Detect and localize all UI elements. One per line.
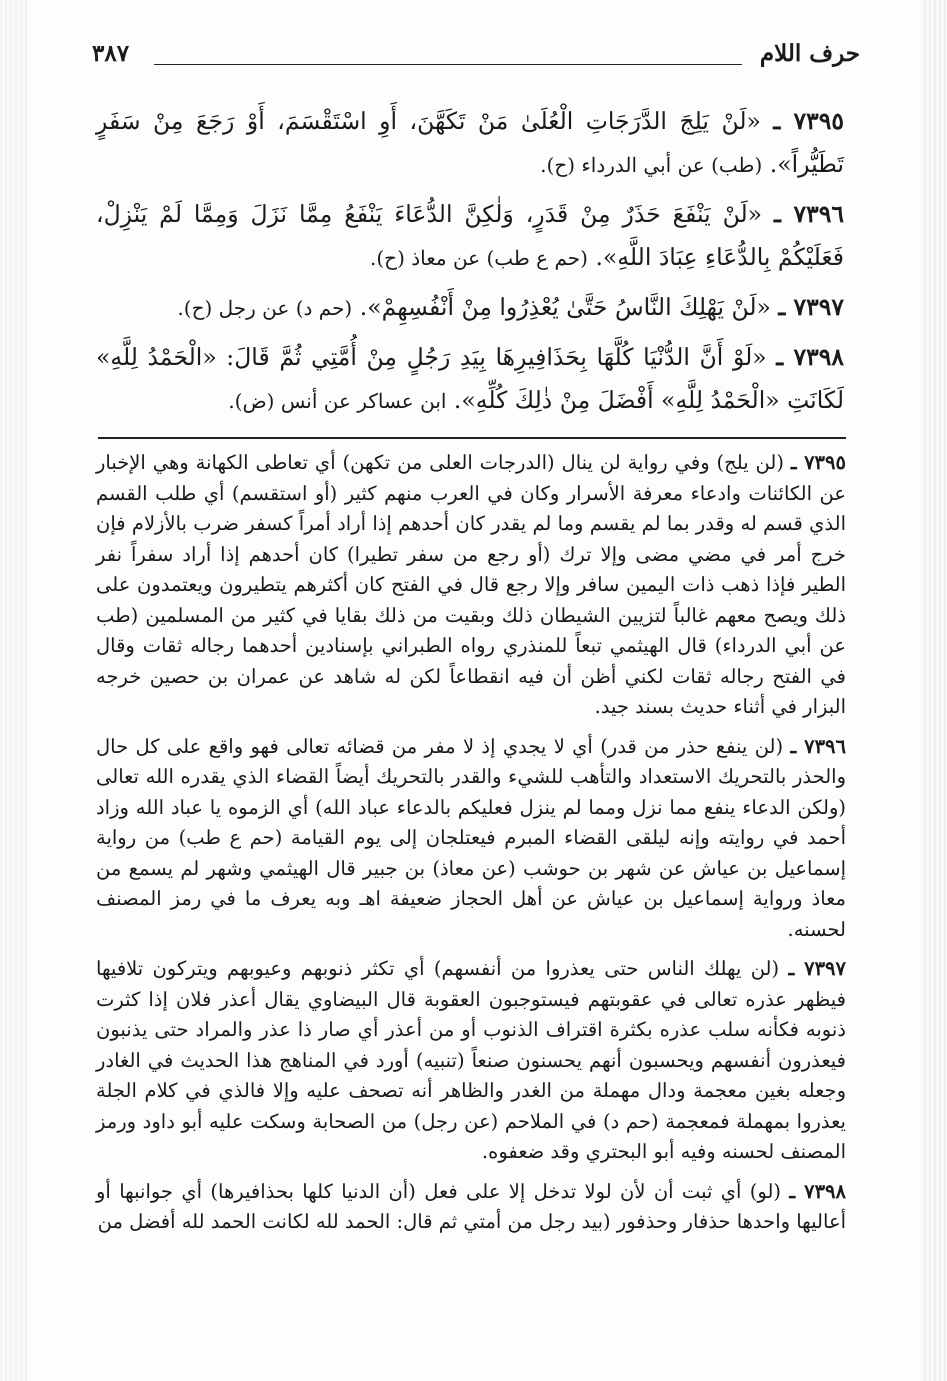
hadith-number: ٧٣٩٥ ـ	[773, 107, 844, 135]
page-number: ٣٨٧	[92, 40, 130, 67]
commentary-text: (لن يلج) وفي رواية لن ينال (الدرجات العلى من تكهن) أي تعاطى الكهانة وهي الإخبار عن الكائنات وادعاء معرفة الأسرار وكان في العرب منهم كثير (أو استقسم) أي طلب القسم الذي قسم له وقدر بما لم يقسم وما لم يقدر كان أحدهم إذا أراد أمراً كسفر ضرب بالأزلام فإن خرج أمر في مضي مضى وإلا ترك (أو رجع من سفر تطيرا) كان أحدهم إذا أراد سفراً نفر الطير فإذا ذهب ذات اليمين سافر وإلا رجع قال في الفتح كان أكثرهم يتطيرون ويعتمدون على ذلك ويصح معهم غالباً لتزيين الشيطان ذلك وبقيت من ذلك بقايا في كثير من المسلمين (طب عن أبي الدرداء) قال الهيثمي تبعاً للمنذري رواه الطبراني بإسنادين أحدهما رجاله ثقات وقال في الفتح رجاله ثقات لكني أظن أن فيه انقطاعاً لكن له شاهد عن عمران بن حصين خرجه البزار في أثناء حديث بسند جيد.	[96, 451, 846, 718]
hadith-number: ٧٣٩٦ ـ	[773, 200, 844, 228]
hadith-text: «لَنْ يَهْلِكَ النَّاسُ حَتَّىٰ يُعْذِرُوا مِنْ أَنْفُسِهِمْ».	[359, 293, 771, 321]
hadith-7395	[96, 100, 844, 187]
commentary-7395	[96, 448, 846, 723]
hadith-source: (حم د) عن رجل (ح).	[177, 296, 353, 320]
hadith-7398	[96, 336, 844, 423]
commentary-number: ٧٣٩٦ ـ	[790, 734, 846, 758]
commentary-list	[96, 448, 846, 1247]
section-divider	[98, 437, 846, 439]
commentary-number: ٧٣٩٧ ـ	[788, 957, 846, 980]
scan-edge-right	[921, 0, 947, 1381]
hadith-number: ٧٣٩٨ ـ	[776, 343, 844, 371]
commentary-number: ٧٣٩٥ ـ	[790, 451, 846, 474]
commentary-7398	[96, 1177, 846, 1238]
hadith-7397	[96, 286, 844, 330]
chapter-title: حرف اللام	[759, 40, 860, 67]
commentary-7397	[96, 954, 846, 1168]
commentary-text: (لن ينفع حذر من قدر) أي لا يجدي إذ لا مفر من قضائه تعالى فهو واقع على كل حال والحذر بالتحريك الاستعداد والتأهب للشيء والقدر بالتحريك أيضاً القضاء الذي يقدره الله تعالى (ولكن الدعاء ينفع مما نزل ومما لم ينزل فعليكم بالدعاء عباد الله) أي الزموه يا عباد الله وزاد أحمد في روايته وإنه ليلقى القضاء المبرم فيعتلجان إلى يوم القيامة (حم ع طب) من رواية إسماعيل بن عياش عن شهر بن حوشب (عن معاذ) بن جبير قال الهيثمي وشهر لم يسمع من معاذ ورواية إسماعيل بن عياش عن أهل الحجاز ضعيفة اهـ وبه يعرف ما في رمز المصنف لحسنه.	[96, 734, 846, 941]
hadith-source: (حم ع طب) عن معاذ (ح).	[370, 246, 588, 270]
hadith-text: «لَوْ أَنَّ الدُّنْيَا كُلَّهَا بِحَذَافِيرِهَا بِيَدِ رَجُلٍ مِنْ أُمَّتِي ثُمَّ قَالَ: «الْحَمْدُ لِلَّهِ» لَكَانَتِ «الْحَمْدُ لِلَّهِ» أَفْضَلَ مِنْ ذٰلِكَ كُلِّهِ».	[96, 343, 844, 414]
scan-edge-left	[0, 0, 30, 1381]
commentary-number: ٧٣٩٨ ـ	[789, 1179, 846, 1203]
hadith-text: «لَنْ يَلِجَ الدَّرَجَاتِ الْعُلَىٰ مَنْ تَكَهَّنَ، أَوِ اسْتَقْسَمَ، أَوْ رَجَعَ مِنْ سَفَرٍ تَطَيُّراً».	[96, 107, 844, 178]
commentary-text: (لو) أي ثبت أن لأن لولا تدخل إلا على فعل (أن الدنيا كلها بحذافيرها) أي جوانبها أو أعاليها واحدها حذفار وحذفور (بيد رجل من أمتي ثم قال: الحمد لله لكانت الحمد لله أفضل من	[96, 1179, 846, 1233]
hadith-number: ٧٣٩٧ ـ	[778, 293, 844, 321]
header-rule	[154, 64, 742, 65]
page-header	[92, 40, 860, 80]
commentary-7396	[96, 732, 846, 946]
hadith-source: ابن عساكر عن أنس (ض).	[228, 389, 447, 413]
hadith-7396	[96, 193, 844, 280]
hadith-source: (طب) عن أبي الدرداء (ح).	[540, 153, 763, 177]
hadith-list	[96, 100, 844, 429]
commentary-text: (لن يهلك الناس حتى يعذروا من أنفسهم) أي تكثر ذنوبهم وعيوبهم ويتركون تلافيها فيظهر عذره تعالى في عقوبتهم فيستوجبون العقوبة قال البيضاوي يقال أعذر فلان إذا كثرت ذنوبه فكأنه سلب عذره بكثرة اقتراف الذنوب أو من أعذر أي صار ذا عذر والمراد حتى يذنبون فيعذرون أنفسهم ويحسبون أنهم يحسنون صنعاً (تنبيه) أورد في المناهج هذا الحديث في الغادر وجعله بغين معجمة ودال مهملة من الغدر والظاهر أنه تصحف عليه وإلا فالذي في كلام الجلة يعذروا بمهملة فمعجمة (حم د) في الملاحم (عن رجل) من الصحابة وسكت عليه أبو داود ورمز المصنف لحسنه وفيه أبو البحتري وقد ضعفوه.	[96, 957, 846, 1163]
hadith-text: «لَنْ يَنْفَعَ حَذَرٌ مِنْ قَدَرٍ، وَلٰكِنَّ الدُّعَاءَ يَنْفَعُ مِمَّا نَزَلَ وَمِمَّا لَمْ يَنْزِلْ، فَعَلَيْكُمْ بِالدُّعَاءِ عِبَادَ اللَّهِ».	[96, 200, 844, 271]
